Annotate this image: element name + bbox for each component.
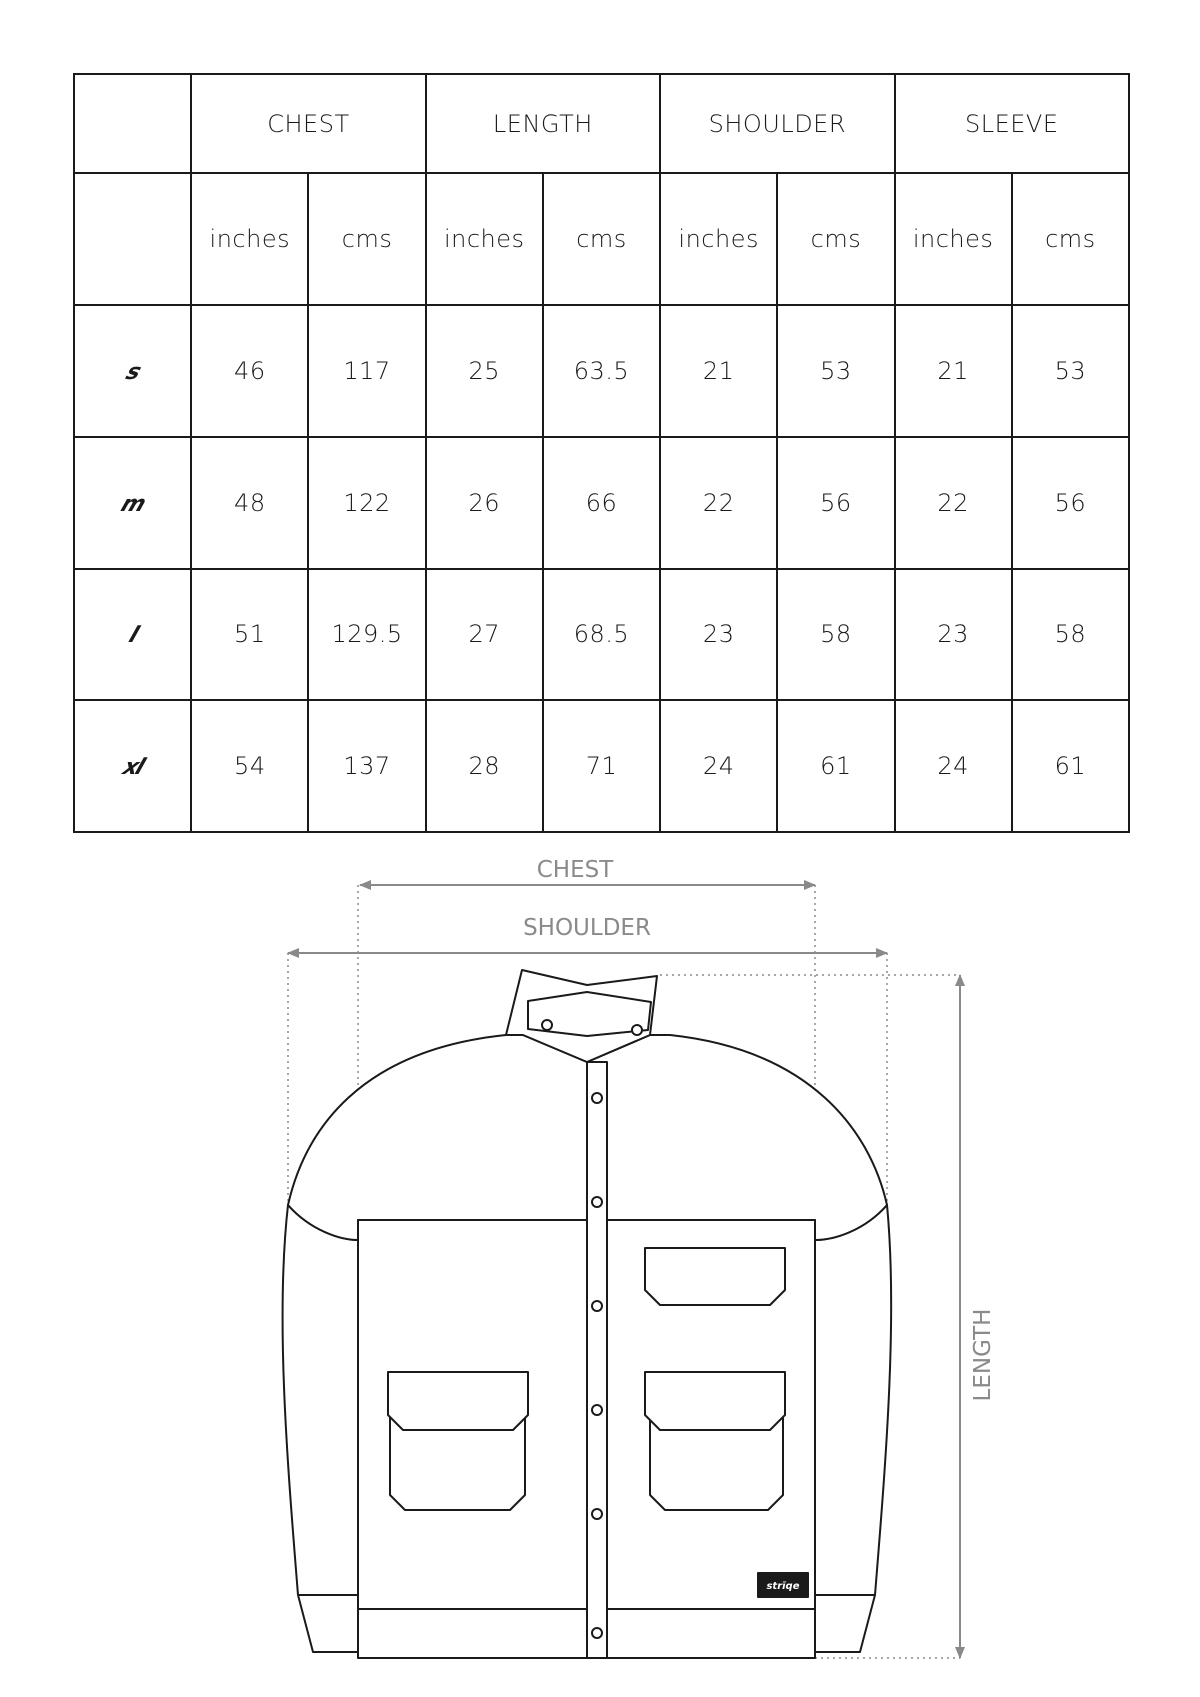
value-cell: 46 [191,305,308,437]
snap-button [592,1197,602,1207]
value-cell: 122 [308,437,425,569]
table-row [74,437,1129,569]
col-group-chest: CHEST [191,74,425,173]
snap-button [592,1628,602,1638]
value-cell: 71 [543,700,660,832]
value-cell: 48 [191,437,308,569]
table-row [74,569,1129,701]
table-header-row [74,74,1129,173]
value-cell: 26 [426,437,543,569]
value-cell: 21 [660,305,777,437]
value-cell: 51 [191,569,308,701]
value-cell: 58 [777,569,894,701]
chest-pocket-flap [645,1248,785,1305]
size-label-cell [74,700,191,832]
value-cell: 28 [426,700,543,832]
jacket-illustration [283,970,892,1658]
value-cell: 68.5 [543,569,660,701]
unit-cell: inches [660,173,777,305]
value-cell: 58 [1012,569,1129,701]
size-label: xl [119,755,147,781]
unit-cell: cms [308,173,425,305]
size-label: m [117,491,148,517]
value-cell: 54 [191,700,308,832]
value-cell: 117 [308,305,425,437]
snap-button [592,1405,602,1415]
value-cell: 22 [895,437,1012,569]
value-cell: 21 [895,305,1012,437]
right-pocket-flap [645,1372,785,1430]
value-cell: 24 [660,700,777,832]
value-cell: 61 [1012,700,1129,832]
value-cell: 25 [426,305,543,437]
snap-button [592,1509,602,1519]
size-label-cell [74,569,191,701]
col-group-sleeve: SLEEVE [895,74,1129,173]
corner-cell [74,74,191,173]
value-cell: 23 [660,569,777,701]
value-cell: 56 [777,437,894,569]
snap-button [592,1301,602,1311]
unit-cell: cms [777,173,894,305]
brand-label-text: strīqe [766,1581,800,1592]
value-cell: 61 [777,700,894,832]
value-cell: 24 [895,700,1012,832]
left-sleeve [283,1168,358,1652]
table-unit-row [74,173,1129,305]
collar-snap-right [632,1025,642,1035]
front-placket [587,1062,607,1658]
col-group-length: LENGTH [426,74,660,173]
collar-snap-left [542,1020,552,1030]
chest-measure-label: CHEST [536,857,614,883]
left-pocket-flap [388,1372,528,1430]
size-label-cell [74,437,191,569]
length-measure-label: LENGTH [970,1308,996,1402]
corner-cell [74,173,191,305]
value-cell: 56 [1012,437,1129,569]
size-label-cell [74,305,191,437]
unit-cell: cms [1012,173,1129,305]
jacket-measurement-diagram [0,840,1200,1697]
value-cell: 66 [543,437,660,569]
unit-cell: inches [895,173,1012,305]
value-cell: 63.5 [543,305,660,437]
value-cell: 53 [1012,305,1129,437]
snap-button [592,1093,602,1103]
unit-cell: inches [191,173,308,305]
size-chart-table [73,73,1130,833]
size-label: s [122,359,143,385]
size-label: l [125,623,140,649]
unit-cell: inches [426,173,543,305]
value-cell: 23 [895,569,1012,701]
right-pocket-bag [650,1418,783,1510]
value-cell: 27 [426,569,543,701]
col-group-shoulder: SHOULDER [660,74,894,173]
table-row [74,305,1129,437]
shoulder-measure-label: SHOULDER [523,915,651,941]
left-pocket-bag [390,1418,525,1510]
unit-cell: cms [543,173,660,305]
value-cell: 53 [777,305,894,437]
value-cell: 129.5 [308,569,425,701]
right-sleeve [815,1168,891,1652]
value-cell: 137 [308,700,425,832]
value-cell: 22 [660,437,777,569]
table-row [74,700,1129,832]
